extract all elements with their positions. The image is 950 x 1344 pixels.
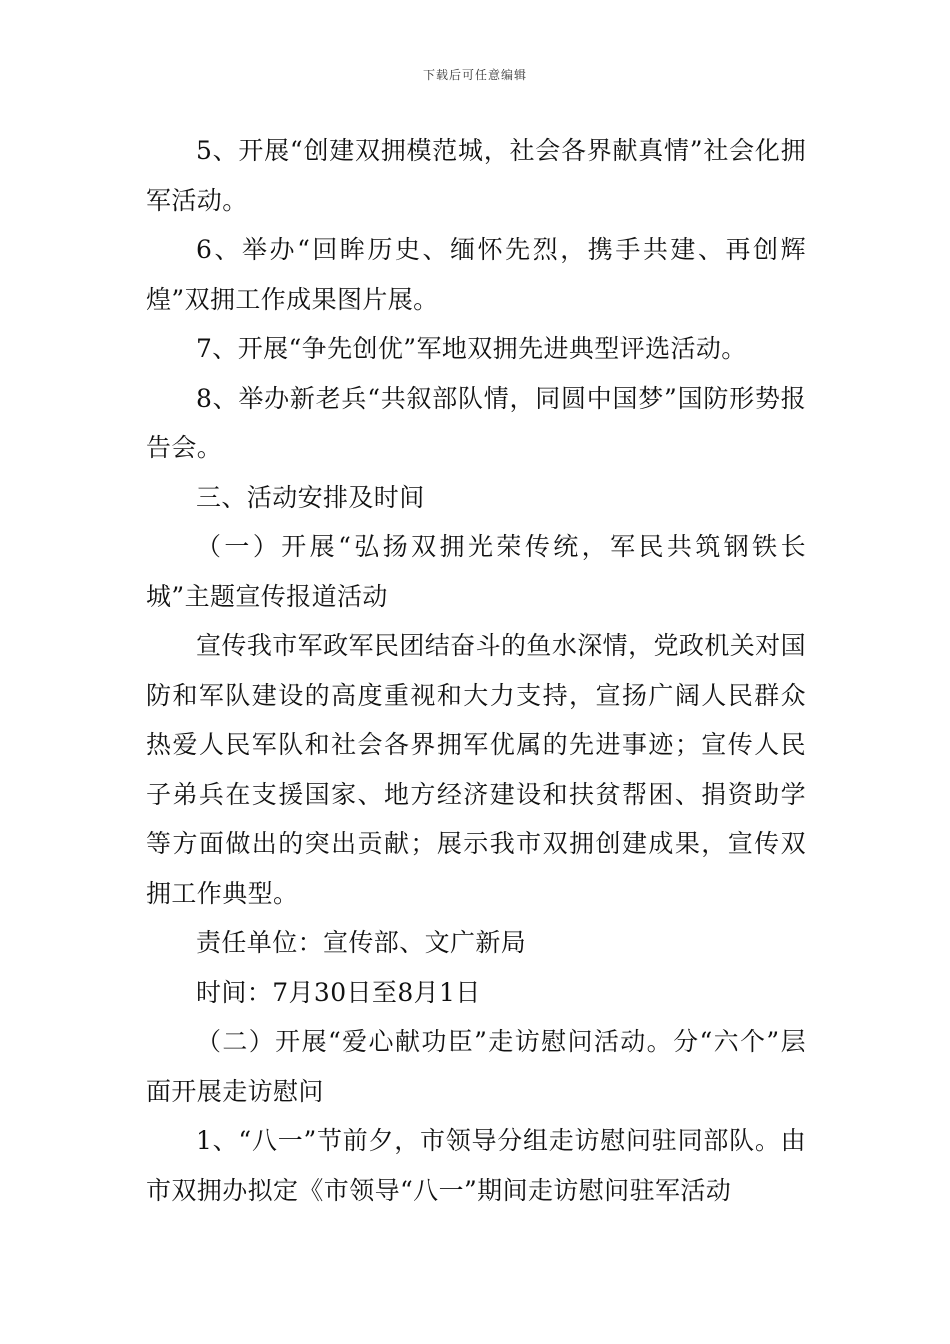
time-line: 时间：7月30日至8月1日 [196,977,481,1007]
paragraph-item-5: 5、开展“创建双拥模范城，社会各界献真情”社会化拥军活动。 [146,136,806,215]
paragraph-item-7: 7、开展“争先创优”军地双拥先进典型评选活动。 [196,334,747,363]
responsible-units-line: 责任单位：宣传部、文广新局 [196,928,527,957]
paragraph-item-6: 6、举办“回眸历史、缅怀先烈，携手共建、再创辉煌”双拥工作成果图片展。 [146,235,806,314]
paragraph-item-8: 8、举办新老兵“共叙部队情，同圆中国梦”国防形势报告会。 [146,383,806,462]
subsection-heading-1: （一）开展“弘扬双拥光荣传统，军民共筑钢铁长城”主题宣传报道活动 [146,532,806,611]
paragraph-item-visit-1: 1、“八一”节前夕，市领导分组走访慰问驻同部队。由市双拥办拟定《市领导“八一”期间走访慰问驻军活动 [146,1126,806,1205]
document-body [146,126,806,1215]
page-header-note: 下载后可任意编辑 [422,68,527,82]
section-heading-3: 三、活动安排及时间 [196,482,425,512]
paragraph-publicity-content: 宣传我市军政军民团结奋斗的鱼水深情，党政机关对国防和军队建设的高度重视和大力支持，宣扬广阔人民群众热爱人民军队和社会各界拥军优属的先进事迹；宣传人民子弟兵在支援国家、地方经济建设和扶贫帮困、捐资助学等方面做出的突出贡献；展示我市双拥创建成果，宣传双拥工作典型。 [146,631,806,908]
subsection-heading-2: （二）开展“爱心献功臣”走访慰问活动。分“六个”层面开展走访慰问 [146,1027,806,1106]
